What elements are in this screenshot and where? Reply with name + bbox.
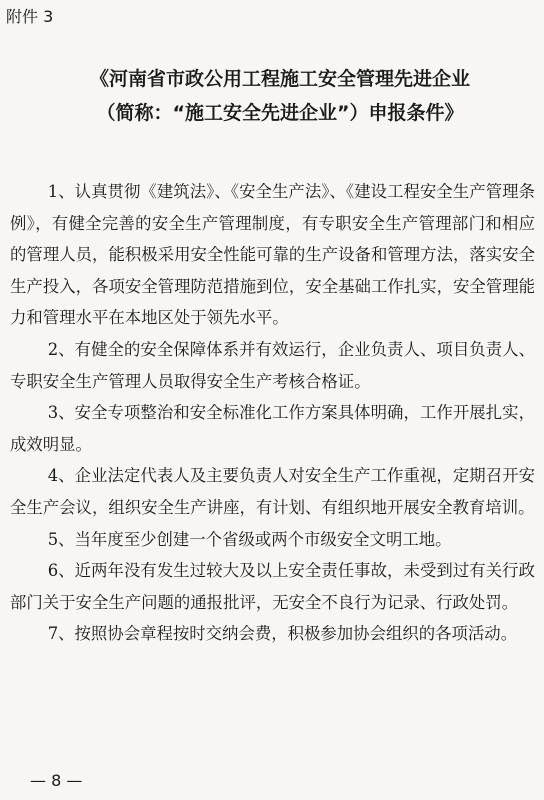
page-number: — 8 — bbox=[30, 771, 83, 790]
document-body bbox=[10, 176, 535, 650]
requirement-paragraph-2: 2、有健全的安全保障体系并有效运行，企业负责人、项目负责人、专职安全生产管理人员取得安全生产考核合格证。 bbox=[10, 339, 535, 391]
requirement-paragraph-4: 4、企业法定代表人及主要负责人对安全生产工作重视，定期召开安全生产会议，组织安全生产讲座，有计划、有组织地开展安全教育培训。 bbox=[10, 466, 535, 517]
requirement-paragraph-1: 1、认真贯彻《建筑法》、《安全生产法》、《建设工程安全生产管理条例》，有健全完善的安全生产管理制度，有专职安全生产管理部门和相应的管理人员，能积极采用安全性能可靠的生产设备和管理方法，落实安全生产投入，各项安全管理防范措施到位，安全基础工作扎实，安全管理能力和管理水平在本地区处于领先水平。 bbox=[10, 182, 535, 328]
attachment-label: 附件 3 bbox=[6, 7, 54, 26]
requirement-paragraph-7: 7、按照协会章程按时交纳会费，积极参加协会组织的各项活动。 bbox=[47, 624, 518, 644]
title-line-2: （简称：“施工安全先进企业”）申报条件》 bbox=[96, 102, 464, 124]
document-title bbox=[60, 62, 500, 130]
requirement-paragraph-6: 6、近两年没有发生过较大及以上安全责任事故，未受到过有关行政部门关于安全生产问题的通报批评，无安全不良行为记录、行政处罚。 bbox=[10, 561, 535, 612]
title-line-1: 《河南省市政公用工程施工安全管理先进企业 bbox=[89, 68, 470, 90]
requirement-paragraph-3: 3、安全专项整治和安全标准化工作方案具体明确，工作开展扎实，成效明显。 bbox=[10, 403, 535, 454]
requirement-paragraph-5: 5、当年度至少创建一个省级或两个市级安全文明工地。 bbox=[47, 529, 452, 549]
